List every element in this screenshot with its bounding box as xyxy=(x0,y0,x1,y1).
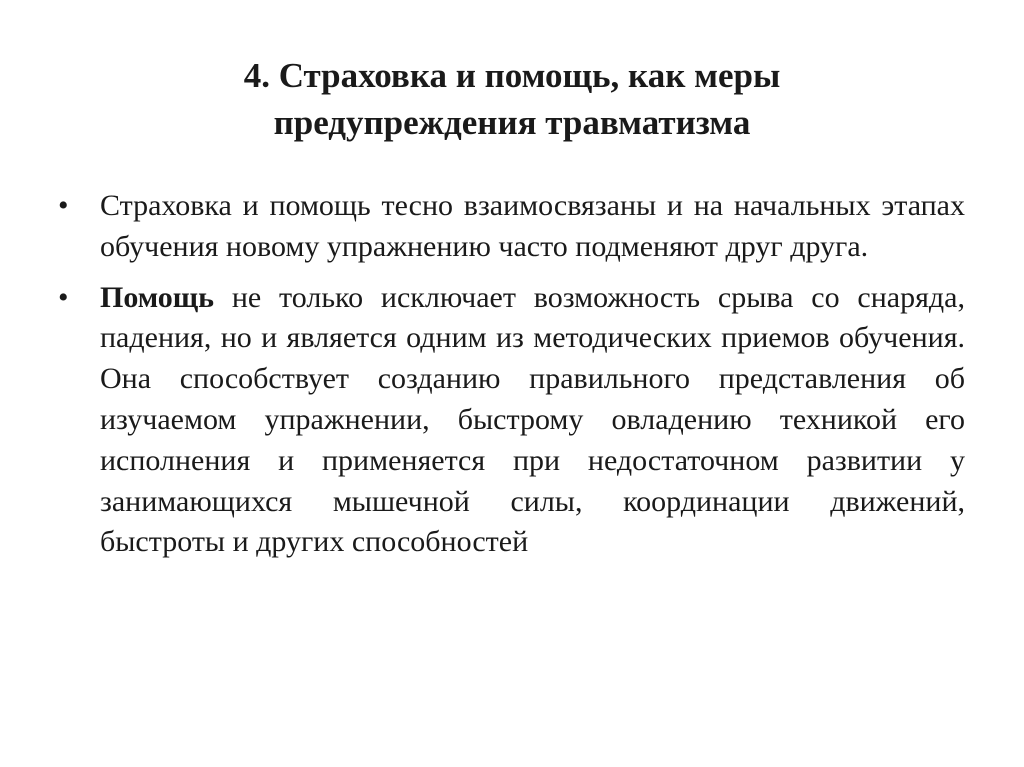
bullet-text: Страховка и помощь тесно взаимосвязаны и на начальных этапах обучения новому упражнению часто подменяют друг друга. xyxy=(100,189,965,263)
bullet-item-help xyxy=(58,278,965,564)
bullet-icon: • xyxy=(58,189,69,222)
slide-title xyxy=(112,52,912,146)
bullet-list xyxy=(58,186,965,573)
bullet-icon: • xyxy=(58,280,69,314)
bullet-text: не только исключает возможность срыва со снаряда, падения, но и является одним из методических приемов обучения. Она способствует созданию правильного представления об изучаемом упражнении, быстрому овладению техникой его исполнения и применяется при недостаточном развитии у занимающихся мышечной силы, координации движений, быстроты и других способностей xyxy=(100,280,965,559)
bullet-lead-term: Помощь xyxy=(100,280,214,314)
bullet-item-insurance xyxy=(58,186,965,268)
slide-title-line-1: 4. Страховка и помощь, как меры xyxy=(243,56,781,95)
slide-title-line-2: предупреждения травматизма xyxy=(273,103,751,142)
